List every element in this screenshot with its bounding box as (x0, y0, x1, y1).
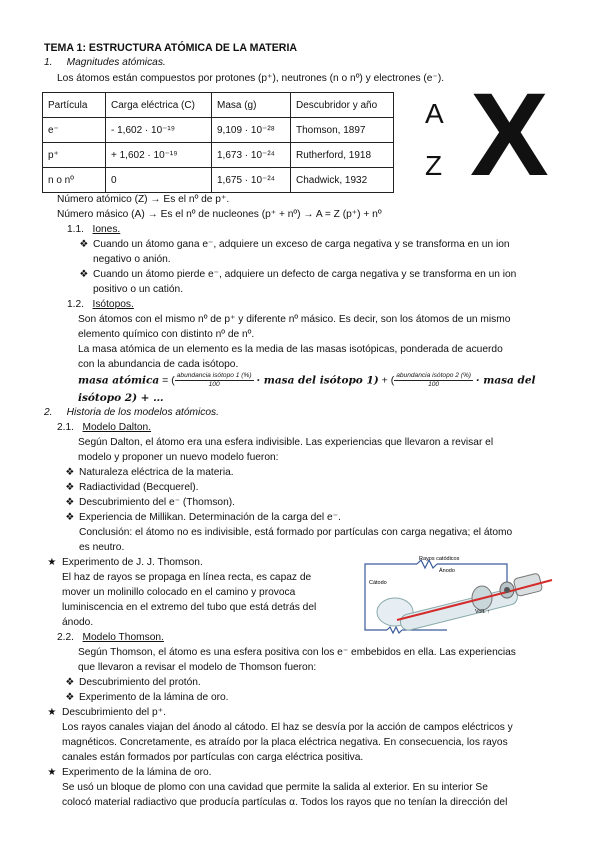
experiment-heading: Experimento de la lámina de oro. (62, 767, 212, 778)
experiment-heading: Descubrimiento del p⁺. (62, 707, 166, 718)
formula-term-2: · masa del (475, 374, 536, 387)
subsection-title: Iones. (92, 224, 121, 235)
mass-number-symbol: A (425, 98, 444, 129)
diagram-label-anode: Ánodo (439, 568, 455, 574)
particles-table (42, 92, 394, 193)
paragraph: El haz de rayos se propaga en línea recta, es capaz de (62, 572, 312, 583)
table-header: Partícula (43, 93, 106, 118)
table-cell: 0 (106, 168, 212, 193)
diamond-bullet-icon: ❖ (65, 467, 75, 478)
star-bullet-icon: ★ (47, 767, 57, 778)
subsection-2-2-heading (57, 632, 164, 643)
table-cell: Chadwick, 1932 (291, 168, 394, 193)
experiment-heading: Experimento de J. J. Thomson. (62, 557, 203, 568)
paragraph: canales están formados por partículas con carga eléctrica positiva. (62, 752, 364, 763)
diamond-bullet-icon: ❖ (79, 269, 89, 280)
atomic-mass-formula: masa atómica = ( $\frac{\text{abundancia isótopo 1 (\%)}}{100}$ · masa del isótopo 1) + ( $\frac{\text{abundancia isótopo 2 (\%)}}{100}$ · masa del (78, 372, 536, 388)
diamond-bullet-icon: ❖ (65, 512, 75, 523)
subsection-1-1-heading (67, 224, 120, 235)
list-item: Naturaleza eléctrica de la materia. (79, 467, 234, 478)
cathode-ray-tube-diagram (357, 550, 557, 642)
paragraph: magnéticos. Concretamente, es atraído por la placa eléctrica negativa. En consecuencia, los rayos (62, 737, 508, 748)
table-header-row (43, 93, 394, 118)
subsection-title: Modelo Thomson. (82, 632, 164, 643)
subsection-1-2-heading (67, 299, 134, 310)
subsection-title: Isótopos. (92, 299, 134, 310)
paragraph: Los rayos canales viajan del ánodo al cátodo. El haz se desvía por la acción de campos eléctricos y (62, 722, 513, 733)
table-header: Descubridor y año (291, 93, 394, 118)
section-title: Historia de los modelos atómicos. (66, 407, 219, 418)
table-cell: n o nº (43, 168, 106, 193)
table-cell: + 1,602 · 10⁻¹⁹ (106, 143, 212, 168)
table-cell: 9,109 · 10⁻²⁸ (212, 118, 291, 143)
subsection-number: 2.2. (57, 632, 74, 643)
list-item: negativo o anión. (93, 254, 171, 265)
table-header: Masa (g) (212, 93, 291, 118)
section-1-heading (44, 57, 166, 68)
element-symbol: X (470, 69, 549, 201)
diamond-bullet-icon: ❖ (65, 497, 75, 508)
diamond-bullet-icon: ❖ (65, 677, 75, 688)
intro-text: Los átomos están compuestos por protones (p⁺), neutrones (n o nº) y electrones (e⁻). (57, 73, 445, 84)
subsection-2-1-heading (57, 422, 151, 433)
diamond-bullet-icon: ❖ (79, 239, 89, 250)
list-item: Cuando un átomo pierde e⁻, adquiere un defecto de carga negativa y se transforma en un ion (93, 269, 517, 280)
section-number: 2. (44, 407, 53, 418)
star-bullet-icon: ★ (47, 557, 57, 568)
page-title: TEMA 1: ESTRUCTURA ATÓMICA DE LA MATERIA (44, 42, 298, 54)
star-bullet-icon: ★ (47, 707, 57, 718)
diagram-label-cathode: Cátodo (369, 580, 387, 586)
conclusion: Conclusión: el átomo no es indivisible, está formado por partículas con carga negativa; el átomo (79, 527, 513, 538)
formula-continuation: isótopo 2) + … (78, 392, 164, 404)
atomic-number-symbol: Z (425, 150, 443, 181)
mass-number-line: Número másico (A) → Es el nº de nucleones (p⁺ + nº) → A = Z (p⁺) + nº (57, 209, 382, 220)
subsection-number: 1.1. (67, 224, 84, 235)
paragraph: que llevaron a revisar el modelo de Thomson fueron: (78, 662, 317, 673)
diamond-bullet-icon: ❖ (65, 692, 75, 703)
formula-equals: = (162, 374, 169, 387)
formula-lhs: masa atómica (78, 374, 160, 387)
table-cell: 1,675 · 10⁻²⁴ (212, 168, 291, 193)
list-item: Cuando un átomo gana e⁻, adquiere un exceso de carga negativa y se transforma en un ion (93, 239, 510, 250)
list-item: Descubrimiento del e⁻ (Thomson). (79, 497, 235, 508)
paragraph: colocó material radiactivo que producía partículas α. Todos los rayos que no tenían la dirección del (62, 797, 508, 808)
list-item: Experiencia de Millikan. Determinación de la carga del e⁻. (79, 512, 341, 523)
paragraph: Se usó un bloque de plomo con una cavidad que permite la salida al exterior. En su interior Se (62, 782, 488, 793)
formula-term-1: · masa del isótopo 1) (256, 374, 379, 387)
list-item: Descubrimiento del protón. (79, 677, 201, 688)
paragraph: Según Thomson, el átomo es una esfera positiva con los e⁻ embebidos en ella. Las experiencias (78, 647, 516, 658)
section-title: Magnitudes atómicas. (66, 57, 166, 68)
section-number: 1. (44, 57, 53, 68)
table-row (43, 168, 394, 193)
table-cell: Thomson, 1897 (291, 118, 394, 143)
fraction-denominator: 100 (208, 381, 220, 388)
subsection-number: 2.1. (57, 422, 74, 433)
paragraph: ánodo. (62, 617, 94, 628)
table-cell: Rutherford, 1918 (291, 143, 394, 168)
paragraph: Son átomos con el mismo nº de p⁺ y diferente nº másico. Es decir, son los átomos de un mismo (78, 314, 511, 325)
list-item: Experimento de la lámina de oro. (79, 692, 229, 703)
table-cell: p⁺ (43, 143, 106, 168)
fraction-1 (175, 372, 254, 389)
paragraph: luminiscencia en el extremo del tubo que está detrás del (62, 602, 317, 613)
list-item: positivo o un catión. (93, 284, 184, 295)
conclusion: es neutro. (79, 542, 125, 553)
table-row (43, 118, 394, 143)
diamond-bullet-icon: ❖ (65, 482, 75, 493)
list-item: Radiactividad (Becquerel). (79, 482, 199, 493)
paragraph: mover un molinillo colocado en el camino y provoca (62, 587, 296, 598)
table-row (43, 143, 394, 168)
paragraph: La masa atómica de un elemento es la media de las masas isotópicas, ponderada de acuerdo (78, 344, 503, 355)
table-cell: - 1,602 · 10⁻¹⁹ (106, 118, 212, 143)
formula-plus: + (381, 374, 388, 387)
paragraph: elemento químico con distinto nº de nº. (78, 329, 255, 340)
diagram-label-rays: Rayos catódicos (419, 556, 460, 562)
fraction-numerator: abundancia isótopo 1 (%) (176, 372, 252, 379)
fraction-2 (394, 372, 473, 389)
fraction-numerator: abundancia isótopo 2 (%) (396, 372, 471, 379)
paragraph: Según Dalton, el átomo era una esfera indivisible. Las experiencias que llevaron a revisar el (78, 437, 494, 448)
table-header: Carga eléctrica (C) (106, 93, 212, 118)
paragraph: modelo y proponer un nuevo modelo fueron: (78, 452, 279, 463)
atomic-number-line: Número atómico (Z) → Es el nº de p⁺. (57, 194, 230, 205)
subsection-title: Modelo Dalton. (82, 422, 152, 433)
diagram-label-volt: Volt. ↑ (475, 609, 490, 615)
paragraph: con la abundancia de cada isótopo. (78, 359, 239, 370)
section-2-heading (44, 407, 219, 418)
fraction-denominator: 100 (428, 381, 440, 388)
subsection-number: 1.2. (67, 299, 84, 310)
table-cell: e⁻ (43, 118, 106, 143)
table-cell: 1,673 · 10⁻²⁴ (212, 143, 291, 168)
